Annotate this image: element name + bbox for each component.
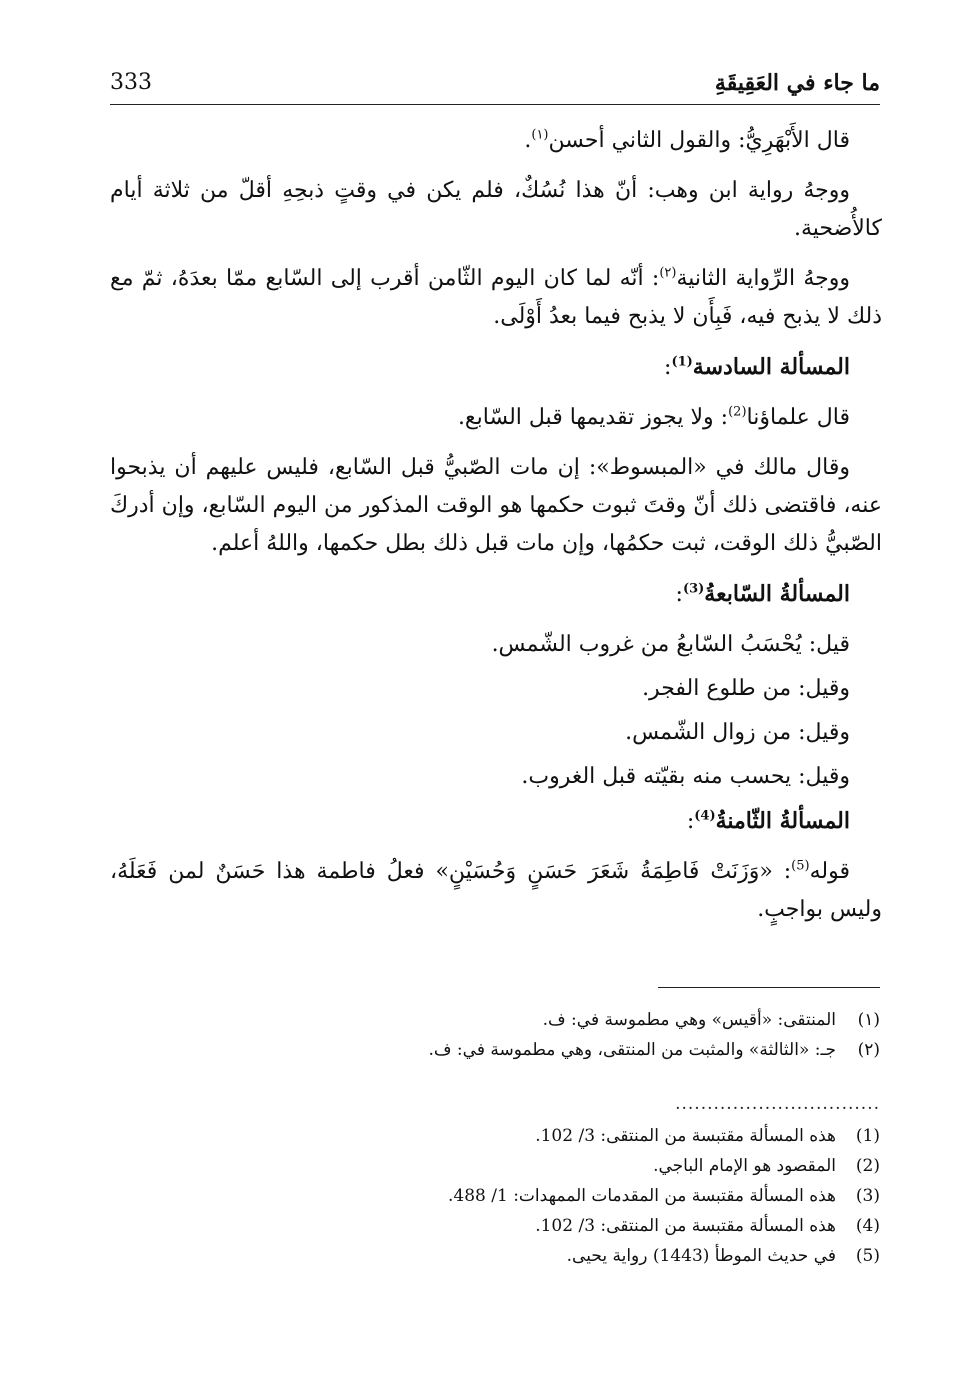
header-rule [110, 104, 880, 105]
list-item: وقيل: يحسب منه بقيّته قبل الغروب. [521, 764, 850, 789]
footnote: (١) المنتقى: «أقيس» وهي مطموسة في: ف. [542, 1010, 880, 1030]
footnote-ref: (١) [531, 127, 549, 143]
paragraph: ووجهُ رواية ابن وهب: أنّ هذا نُسُكٌ، فلم يكن في وقتٍ ذبحِهِ أقلّ من ثلاثة أيام كالأُضحية. [110, 178, 882, 241]
footnote: (3) هذه المسألة مقتبسة من المقدمات الممهدات: 1/ 488. [447, 1186, 880, 1206]
paragraph: وقال مالك في «المبسوط»: إن مات الصّبيُّ قبل السّابع، فليس عليهم أن يذبحوا عنه، فاقتضى ذلك أنّ وقتَ ثبوت حكمها هو الوقت المذكور من اليوم السّابع، وإن أدركَ الصّبيُّ ذلك الوقت، ثبت حكمُها، وإن مات قبل ذلك بطل حكمها، واللهُ أعلم. [110, 455, 882, 556]
footnote-ref: (3) [682, 581, 705, 597]
footnote-rule [658, 987, 880, 988]
section-heading: المسألةُ السّابعةُ$^{(3)}$: [675, 581, 850, 607]
footnote-ref: (5) [791, 858, 810, 874]
footnote-ref: (٢) [659, 265, 677, 281]
footnote-separator-dots: ................................ [675, 1094, 880, 1114]
section-heading: المسألةُ الثّامنةُ$^{(4)}$: [686, 808, 850, 834]
main-text [110, 122, 882, 941]
footnote-ref: (2) [728, 404, 747, 420]
footnote: (5) في حديث الموطأ (1443) رواية يحيى. [566, 1246, 880, 1266]
footnote: (1) هذه المسألة مقتبسة من المنتقى: 3/ 102. [535, 1126, 880, 1146]
footnote: (٢) جـ: «الثالثة» والمثبت من المنتقى، وهي مطموسة في: ف. [428, 1040, 880, 1060]
footnote: (2) المقصود هو الإمام الباجي. [653, 1156, 880, 1176]
list-item: قيل: يُحْسَبُ السّابعُ من غروب الشّمس. [491, 632, 850, 657]
footnote-ref: (4) [694, 808, 716, 824]
section-heading: المسألة السادسة$^{(1)}$: [664, 354, 850, 380]
page-number: 333 [110, 70, 152, 95]
paragraph: ووجهُ الرِّواية الثانية$^{(٢)}$: أنّه لما كان اليوم الثّامن أقرب إلى السّابع ممّا بعدَهُ، ثمّ مع ذلك لا يذبح فيه، فَبِأَن لا يذبح فيما بعدُ أَوْلَى. [110, 265, 882, 329]
editor-footnotes [110, 1005, 880, 1065]
footnote: (4) هذه المسألة مقتبسة من المنتقى: 3/ 102. [535, 1216, 880, 1236]
list-item: وقيل: من طلوع الفجر. [642, 676, 850, 701]
paragraph: قوله$^{(5)}$: «وَزَنَتْ فَاطِمَةُ شَعَرَ حَسَنٍ وَحُسَيْنٍ» فعلُ فاطمة هذا حَسَنٌ لمن فَعَلَهُ، وليس بواجبٍ. [110, 858, 882, 922]
paragraph: قال علماؤنا$^{(2)}$: ولا يجوز تقديمها قبل السّابع. [457, 404, 850, 430]
source-footnotes [110, 1121, 880, 1271]
page-header [110, 70, 880, 104]
paragraph: قال الأَبْهَرِيُّ: والقول الثاني أحسن$^{(١)}$. [524, 127, 850, 153]
footnote-ref: (1) [671, 354, 693, 370]
list-item: وقيل: من زوال الشّمس. [625, 720, 850, 745]
running-title: ما جاء في العَقِيقَةِ [714, 70, 880, 96]
